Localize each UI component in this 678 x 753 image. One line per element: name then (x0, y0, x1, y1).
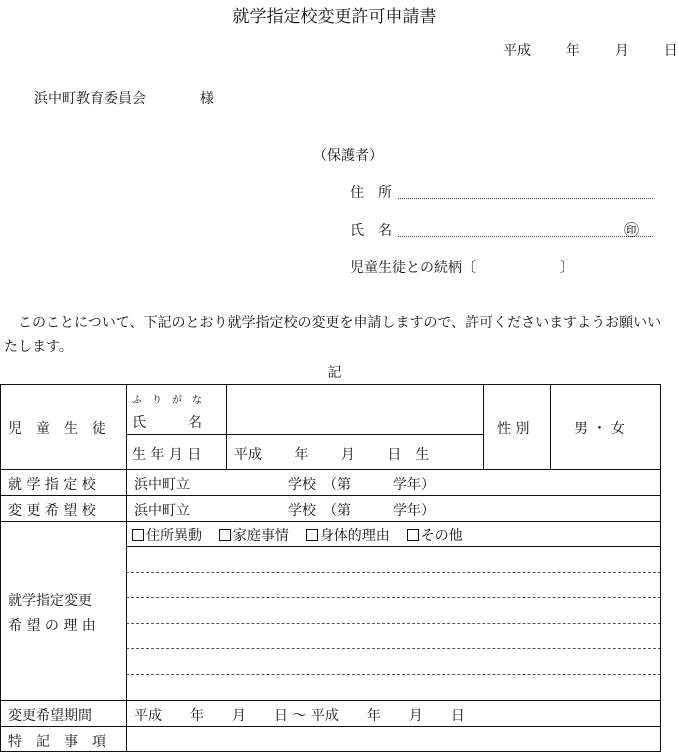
period-value[interactable]: 平成 年 月 日 〜 平成 年 月 日 (134, 708, 465, 724)
checkbox-icon[interactable] (306, 529, 318, 541)
designated-school-value[interactable]: 浜中町立 学校 （第 学年） (134, 477, 435, 493)
reason-label-line2: 希 望 の 理 由 (8, 618, 96, 634)
remarks-label: 特 記 事 項 (8, 734, 106, 750)
guardian-address-line[interactable] (398, 198, 653, 199)
desired-school-label: 変 更 希 望 校 (8, 503, 96, 519)
remarks-field[interactable] (130, 729, 656, 749)
guardian-name-line[interactable] (398, 236, 653, 237)
birthdate-value[interactable]: 平成 年 月 日 生 (234, 447, 430, 463)
birthdate-label: 生 年 月 日 (132, 447, 202, 463)
student-label: 児 童 生 徒 (8, 421, 106, 437)
reason-option-family[interactable]: 家庭事情 (219, 528, 289, 544)
desired-school-value[interactable]: 浜中町立 学校 （第 学年） (134, 503, 435, 519)
checkbox-icon[interactable] (132, 529, 144, 541)
checkbox-icon[interactable] (407, 529, 419, 541)
reason-option-relocation[interactable]: 住所異動 (132, 528, 202, 544)
application-date (503, 40, 678, 60)
student-name-field[interactable] (230, 388, 480, 432)
guardian-address-label: 住 所 (350, 185, 392, 201)
furigana-label: ふ り が な (132, 395, 202, 406)
seal-mark: ㊞ (624, 221, 640, 239)
document-title: 就学指定校変更許可申請書 (232, 7, 437, 27)
date-month: 月 (614, 43, 629, 59)
reason-options (132, 525, 463, 545)
application-table (0, 384, 661, 752)
name-label: 氏 名 (132, 415, 202, 431)
request-body-text: このことについて、下記のとおり就学指定校の変更を申請しますので、許可くださいますようお願いいたします。 (4, 315, 662, 355)
guardian-relation-label: 児童生徒との続柄〔 〕 (350, 260, 574, 276)
addressee-name: 浜中町教育委員会 (34, 91, 146, 107)
sex-value[interactable]: 男 ・ 女 (574, 421, 625, 437)
period-label: 変更希望期間 (8, 708, 92, 724)
reason-option-physical[interactable]: 身体的理由 (306, 528, 390, 544)
addressee-honorific: 様 (200, 91, 214, 107)
guardian-heading: （保護者） (313, 148, 383, 164)
ki-heading: 記 (327, 365, 342, 381)
date-year: 年 (565, 43, 580, 59)
checkbox-icon[interactable] (219, 529, 231, 541)
reason-option-other[interactable]: その他 (407, 528, 463, 544)
designated-school-label: 就 学 指 定 校 (8, 477, 96, 493)
guardian-name-label: 氏 名 (350, 223, 392, 239)
reason-label-line1: 就学指定変更 (8, 593, 92, 609)
date-era: 平成 (503, 43, 531, 59)
date-day: 日 (663, 43, 678, 59)
sex-label: 性 別 (497, 421, 530, 437)
